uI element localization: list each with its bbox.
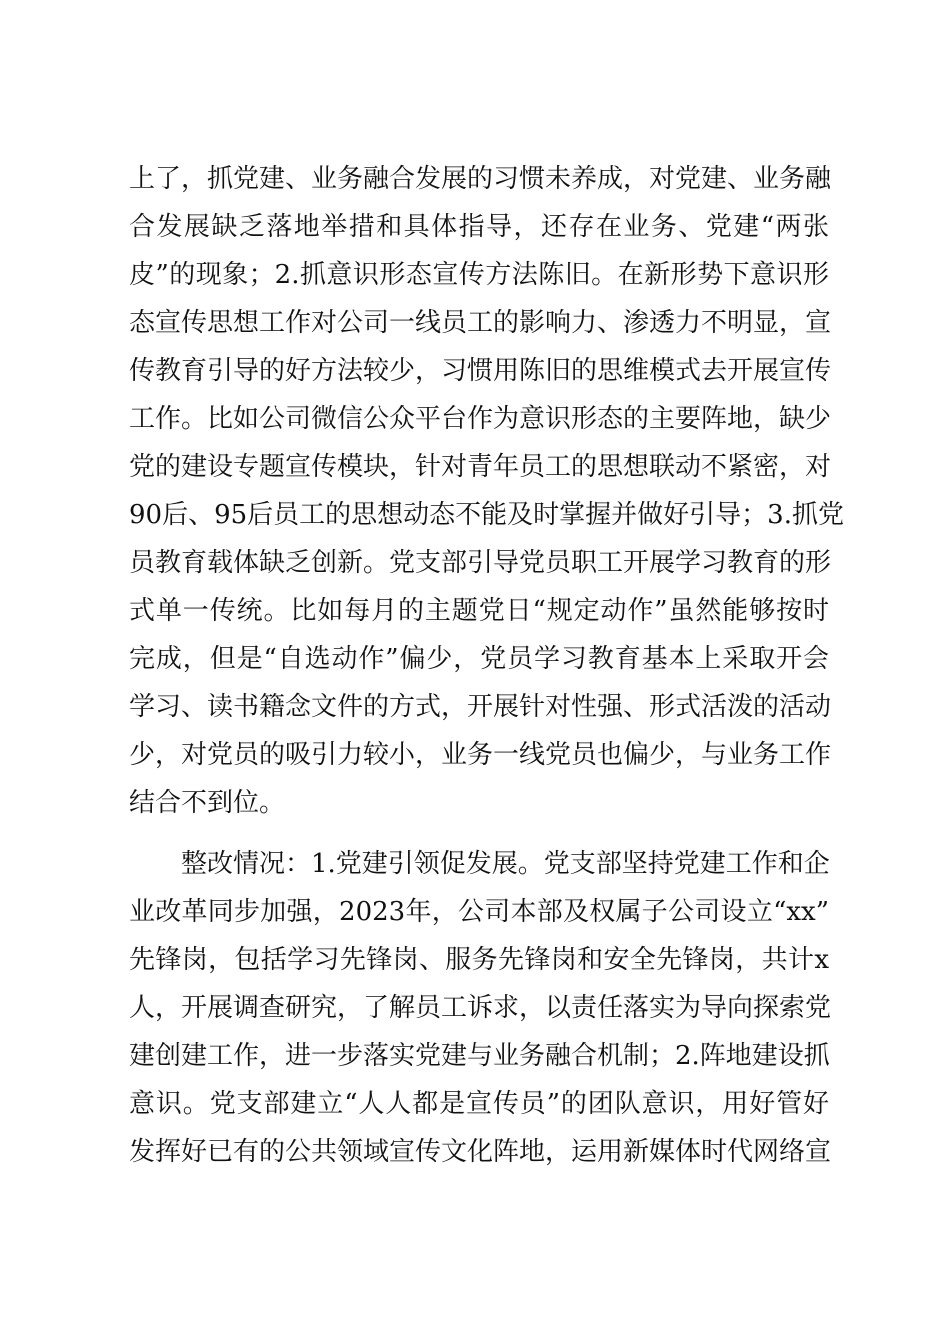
- text-line: 完成，但是“自选动作”偏少，党员学习教育基本上采取开会: [129, 644, 829, 674]
- paragraph-spacer: [129, 827, 829, 840]
- text-line: 发挥好已有的公共领域宣传文化阵地，运用新媒体时代网络宣: [129, 1137, 832, 1167]
- text-line: 意识。党支部建立“人人都是宣传员”的团队意识，用好管好: [129, 1089, 829, 1119]
- text-line: 业改革同步加强，2023年，公司本部及权属子公司设立“xx”: [129, 897, 829, 927]
- paragraph-problems: [129, 155, 844, 827]
- text-line: 合发展缺乏落地举措和具体指导，还存在业务、党建“两张: [129, 212, 829, 242]
- text-line: 学习、读书籍念文件的方式，开展针对性强、形式活泼的活动: [129, 692, 832, 722]
- text-line: 先锋岗，包括学习先锋岗、服务先锋岗和安全先锋岗，共计x: [129, 945, 829, 975]
- document-body: [129, 155, 844, 1176]
- paragraph-rectification: [129, 840, 832, 1176]
- text-line: 整改情况：1.党建引领促发展。党支部坚持党建工作和企: [181, 849, 830, 879]
- text-line: 员教育载体缺乏创新。党支部引导党员职工开展学习教育的形: [129, 548, 832, 578]
- text-line: 态宣传思想工作对公司一线员工的影响力、渗透力不明显，宣: [129, 308, 832, 338]
- text-line: 上了，抓党建、业务融合发展的习惯未养成，对党建、业务融: [129, 164, 832, 194]
- text-line: 人，开展调查研究，了解员工诉求，以责任落实为导向探索党: [129, 993, 832, 1023]
- text-line: 皮”的现象；2.抓意识形态宣传方法陈旧。在新形势下意识形: [129, 260, 829, 290]
- text-line: 少，对党员的吸引力较小，业务一线党员也偏少，与业务工作: [129, 740, 832, 770]
- text-line: 结合不到位。: [129, 788, 286, 818]
- text-line: 传教育引导的好方法较少，习惯用陈旧的思维模式去开展宣传: [129, 356, 832, 386]
- text-line: 式单一传统。比如每月的主题党日“规定动作”虽然能够按时: [129, 596, 829, 626]
- text-line: 党的建设专题宣传模块，针对青年员工的思想联动不紧密，对: [129, 452, 832, 482]
- text-line: 90后、95后员工的思想动态不能及时掌握并做好引导；3.抓党: [129, 500, 844, 530]
- text-line: 建创建工作，进一步落实党建与业务融合机制；2.阵地建设抓: [129, 1041, 830, 1071]
- text-line: 工作。比如公司微信公众平台作为意识形态的主要阵地，缺少: [129, 404, 832, 434]
